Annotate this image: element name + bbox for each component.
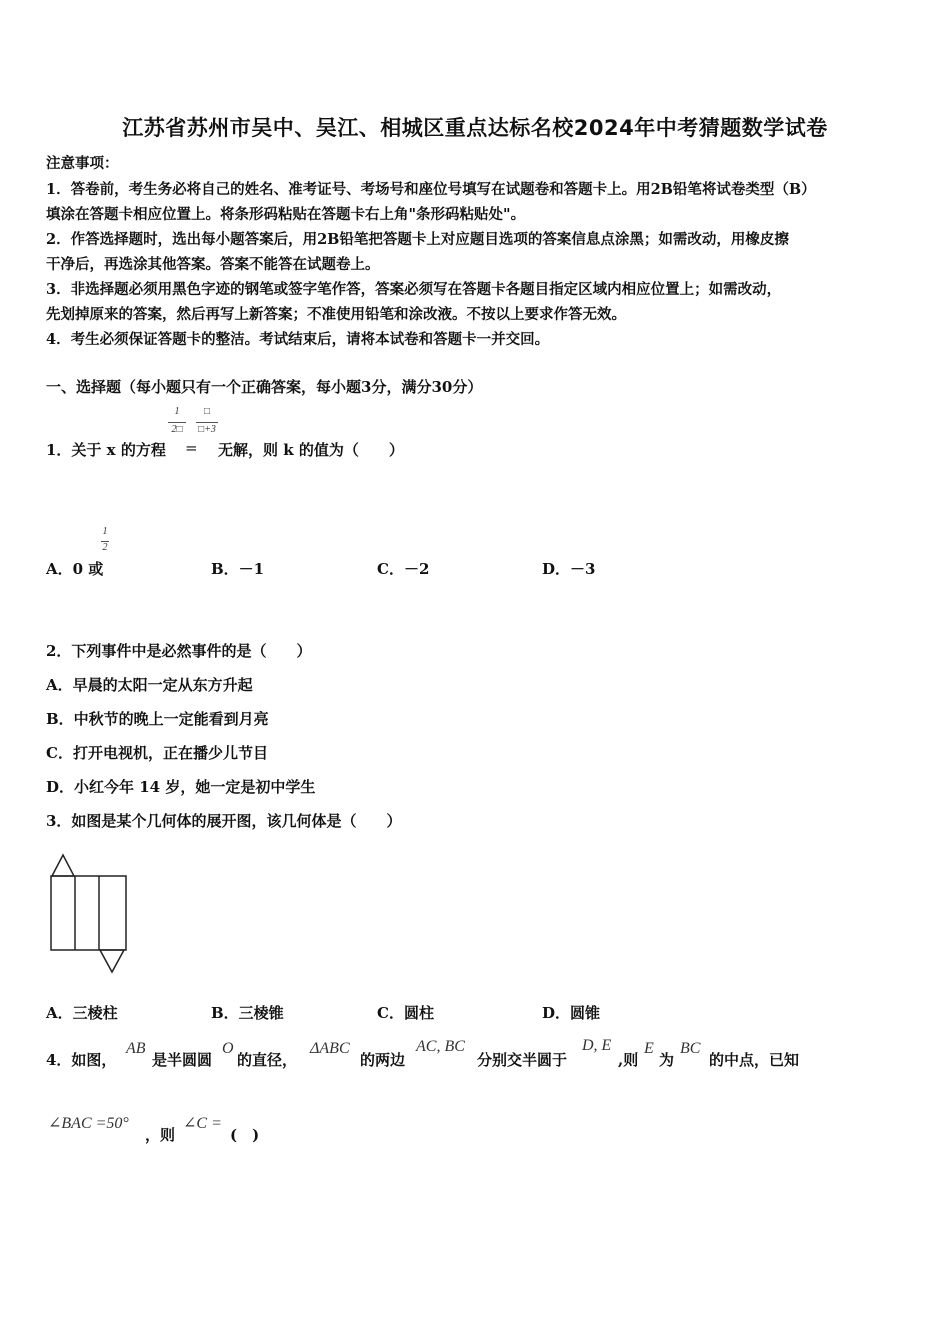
q1-suffix: 无解，则 k 的值为（ ） [218, 441, 404, 459]
q1-equals: = [185, 439, 198, 457]
q1-frac1-denominator: 2□ [171, 424, 183, 435]
q4-math-triangle-abc: ΔABC [310, 1040, 350, 1057]
q4-answer-paren: ( ) [230, 1126, 260, 1144]
q1-frac2-denominator: □+3 [198, 424, 216, 435]
q4-math-angle-c: ∠C = [183, 1115, 222, 1132]
q1-option-a-frac-numerator: 1 [102, 526, 108, 537]
notice-item-4: 4．考生必须保证答题卡的整洁。考试结束后，请将本试卷和答题卡一并交回。 [46, 331, 550, 348]
q4-math-d-e: D, E [582, 1037, 612, 1054]
q4-math-bc: BC [680, 1040, 701, 1057]
q1-frac1-numerator: 1 [174, 406, 180, 417]
notice-item-1-line-2: 填涂在答题卡相应位置上。将条形码粘贴在答题卡右上角"条形码粘贴处"。 [46, 206, 526, 223]
q2-option-b: B．中秋节的晚上一定能看到月亮 [46, 710, 269, 728]
q3-option-a: A．三棱柱 [46, 1004, 118, 1022]
q4-text-3: 的直径， [237, 1051, 298, 1069]
q1-frac2-bar [196, 422, 218, 423]
q1-frac2-numerator: □ [203, 406, 211, 417]
q4-math-e: E [644, 1040, 654, 1057]
q1-prefix: 1．关于 x 的方程 [46, 441, 166, 459]
q3-option-d: D．圆锥 [542, 1004, 601, 1022]
q1-option-b: B．－1 [211, 560, 265, 578]
q3-stem: 3．如图是某个几何体的展开图，该几何体是（ ） [46, 812, 402, 830]
q1-frac1-bar [168, 422, 186, 423]
q4-math-ac-bc: AC, BC [416, 1038, 465, 1055]
q2-option-d: D．小红今年 14 岁，她一定是初中学生 [46, 778, 316, 796]
q1-option-a-frac-denominator: 2 [102, 542, 108, 553]
q4-text-4: 的两边 [360, 1051, 406, 1069]
page-title: 江苏省苏州市吴中、吴江、相城区重点达标名校2024年中考猜题数学试卷 [122, 116, 828, 140]
q2-stem: 2．下列事件中是必然事件的是（ ） [46, 642, 312, 660]
q4-text-9: ，则 [145, 1126, 176, 1144]
q4-math-o: O [222, 1040, 234, 1057]
notice-item-2-line-1: 2．作答选择题时，选出每小题答案后，用2B铅笔把答题卡上对应题目选项的答案信息点涂黑；如需改动，用橡皮擦 [46, 231, 789, 248]
net-rectangles [51, 876, 126, 950]
notice-item-3-line-1: 3．非选择题必须用黑色字迹的钢笔或签字笔作答，答案必须写在答题卡各题目指定区域内相应位置上；如需改动， [46, 281, 782, 298]
net-top-triangle [52, 855, 74, 876]
prism-net-figure [44, 850, 134, 978]
q4-text-2: 是半圆圆 [152, 1051, 213, 1069]
q1-option-d: D．－3 [542, 560, 596, 578]
section-heading: 一、选择题（每小题只有一个正确答案，每小题3分，满分30分） [46, 378, 483, 396]
notice-heading: 注意事项： [46, 155, 119, 172]
q4-text-6: ,则 [618, 1051, 639, 1069]
q3-option-b: B．三棱锥 [211, 1004, 284, 1022]
q4-text-8: 的中点，已知 [709, 1051, 800, 1069]
q4-text-1: 4．如图， [46, 1051, 117, 1069]
q2-option-a: A．早晨的太阳一定从东方升起 [46, 676, 253, 694]
q4-math-angle-bac: ∠BAC =50° [48, 1115, 129, 1132]
q4-math-ab: AB [126, 1040, 146, 1057]
notice-item-1-line-1: 1．答卷前，考生务必将自己的姓名、准考证号、考场号和座位号填写在试题卷和答题卡上。用2B铅笔将试卷类型（B） [46, 181, 816, 198]
q4-text-5: 分别交半圆于 [477, 1051, 568, 1069]
net-bottom-triangle [100, 950, 124, 972]
q3-option-c: C．圆柱 [377, 1004, 434, 1022]
notice-item-2-line-2: 干净后，再选涂其他答案。答案不能答在试题卷上。 [46, 256, 380, 273]
q4-text-7: 为 [659, 1051, 675, 1069]
q1-option-c: C．－2 [377, 560, 430, 578]
q1-option-a: A．0 或 [46, 560, 104, 578]
notice-item-3-line-2: 先划掉原来的答案，然后再写上新答案；不准使用铅笔和涂改液。不按以上要求作答无效。 [46, 306, 626, 323]
q2-option-c: C．打开电视机，正在播少儿节目 [46, 744, 268, 762]
